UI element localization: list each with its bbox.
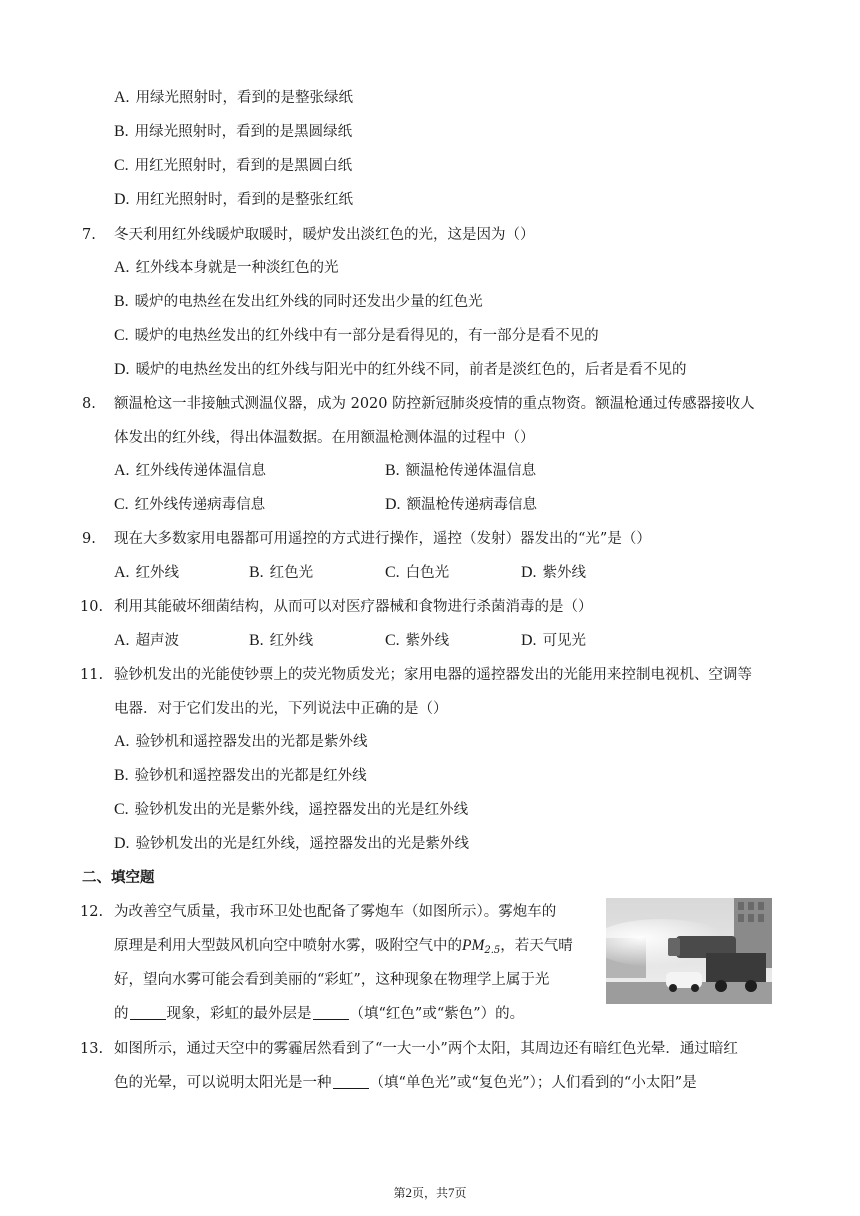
option-text: 超声波	[135, 633, 180, 649]
q8-stem-line1: 额温枪这一非接触式测温仪器，成为 2020 防控新冠肺炎疫情的重点物资。额温枪通过传感器接收人	[114, 396, 755, 412]
option-text: 红外线	[269, 633, 314, 649]
q8-option-c	[114, 495, 265, 515]
option-letter: A.	[114, 733, 130, 750]
q9-option-a	[114, 563, 179, 583]
q6-option-a	[114, 88, 353, 108]
option-text: 紫外线	[542, 565, 587, 581]
q12-line4-text-b: 现象，彩虹的最外层是	[166, 1006, 312, 1022]
option-letter: A.	[114, 89, 130, 106]
option-letter: B.	[114, 293, 129, 310]
q11-option-a	[114, 732, 368, 752]
page-number: 2	[405, 1185, 412, 1200]
option-text: 暖炉的电热丝发出的红外线中有一部分是看得见的，有一部分是看不见的	[134, 328, 599, 344]
option-text: 暖炉的电热丝发出的红外线与阳光中的红外线不同，前者是淡红色的，后者是看不见的	[135, 362, 687, 378]
option-letter: D.	[114, 835, 130, 852]
q10-option-b	[249, 631, 313, 651]
q11-option-b	[114, 766, 367, 786]
footer-post: 页	[454, 1186, 467, 1200]
q9-number: 9.	[82, 531, 96, 547]
pm-subscript: 2.5	[484, 945, 501, 956]
option-letter: C.	[114, 327, 129, 344]
option-letter: D.	[114, 361, 130, 378]
option-letter: A.	[114, 632, 130, 649]
option-letter: D.	[521, 564, 537, 581]
q9-stem: 现在大多数家用电器都可用遥控的方式进行操作，遥控（发射）器发出的“光”是（）	[114, 531, 651, 547]
answer-blank[interactable]	[130, 1005, 166, 1020]
q13-line2	[114, 1073, 697, 1093]
q11-stem-line1: 验钞机发出的光能使钞票上的荧光物质发光；家用电器的遥控器发出的光能用来控制电视机、空调等	[114, 667, 752, 683]
option-text: 用绿光照射时，看到的是整张绿纸	[135, 90, 354, 106]
option-text: 白色光	[405, 565, 450, 581]
option-letter: C.	[385, 632, 400, 649]
q10-number: 10.	[80, 599, 104, 615]
q6-option-d	[114, 190, 353, 210]
option-text: 可见光	[542, 633, 587, 649]
q8-number: 8.	[82, 396, 96, 412]
option-text: 验钞机发出的光是红外线，遥控器发出的光是紫外线	[135, 836, 470, 852]
q8-stem-line2: 体发出的红外线，得出体温数据。在用额温枪测体温的过程中（）	[114, 430, 535, 446]
option-text: 验钞机发出的光是紫外线，遥控器发出的光是红外线	[134, 802, 469, 818]
page-footer	[0, 1184, 860, 1201]
option-letter: C.	[385, 564, 400, 581]
option-letter: C.	[114, 496, 129, 513]
option-letter: A.	[114, 564, 130, 581]
q12-line2	[114, 936, 573, 961]
q9-option-d	[521, 563, 586, 583]
q8-option-d	[385, 495, 537, 515]
q13-line2-text-a: 色的光晕，可以说明太阳光是一种	[114, 1075, 332, 1091]
q11-stem-line2: 电器．对于它们发出的光，下列说法中正确的是（）	[114, 701, 448, 717]
q12-number: 12.	[80, 904, 104, 920]
fog-cannon-truck-photo	[606, 898, 772, 1004]
total-pages: 7	[448, 1185, 455, 1200]
q9-option-b	[249, 563, 313, 583]
option-letter: D.	[385, 496, 401, 513]
option-text: 红外线传递病毒信息	[134, 497, 266, 513]
footer-mid: 页，共	[411, 1186, 448, 1200]
q12-line1: 为改善空气质量，我市环卫处也配备了雾炮车（如图所示）。雾炮车的	[114, 904, 557, 920]
q12-line4-text-a: 的	[114, 1006, 129, 1022]
option-text: 额温枪传递体温信息	[405, 463, 537, 479]
option-letter: A.	[114, 259, 130, 276]
q13-number: 13.	[80, 1041, 104, 1057]
q10-option-a	[114, 631, 179, 651]
option-text: 红外线传递体温信息	[135, 463, 267, 479]
footer-pre: 第	[393, 1186, 406, 1200]
q12-line4	[114, 1004, 524, 1024]
q13-line1: 如图所示，通过天空中的雾霾居然看到了“一大一小”两个太阳，其周边还有暗红色光晕．通过暗红	[114, 1041, 738, 1057]
answer-blank[interactable]	[333, 1074, 369, 1089]
option-text: 用红光照射时，看到的是黑圆白纸	[134, 158, 353, 174]
section-heading: 二、填空题	[82, 869, 155, 886]
q7-option-b	[114, 292, 483, 312]
option-letter: A.	[114, 462, 130, 479]
q11-option-c	[114, 800, 468, 820]
option-letter: D.	[114, 191, 130, 208]
option-text: 红外线	[135, 565, 180, 581]
q9-option-c	[385, 563, 449, 583]
option-letter: D.	[521, 632, 537, 649]
q12-line3: 好，望向水雾可能会看到美丽的“彩虹”，这种现象在物理学上属于光	[114, 972, 550, 988]
option-text: 用绿光照射时，看到的是黑圆绿纸	[134, 124, 353, 140]
q11-option-d	[114, 834, 469, 854]
option-text: 用红光照射时，看到的是整张红纸	[135, 192, 354, 208]
option-text: 暖炉的电热丝在发出红外线的同时还发出少量的红色光	[134, 294, 483, 310]
q7-option-d	[114, 360, 687, 380]
q12-line4-text-c: （填“红色”或“紫色”）的。	[349, 1006, 525, 1022]
q13-line2-text-b: （填“单色光”或“复色光”）；人们看到的“小太阳”是	[369, 1075, 697, 1091]
answer-blank[interactable]	[313, 1005, 349, 1020]
option-text: 验钞机和遥控器发出的光都是紫外线	[135, 734, 368, 750]
q7-option-a	[114, 258, 339, 278]
q8-option-b	[385, 461, 536, 481]
option-letter: B.	[114, 123, 129, 140]
q12-line2-text-b: ，若天气晴	[500, 938, 573, 954]
option-letter: C.	[114, 157, 129, 174]
option-letter: B.	[114, 767, 129, 784]
q11-number: 11.	[80, 667, 104, 683]
q7-number: 7.	[82, 227, 96, 243]
q6-option-c	[114, 156, 352, 176]
option-letter: B.	[385, 462, 400, 479]
option-text: 验钞机和遥控器发出的光都是红外线	[134, 768, 367, 784]
q6-option-b	[114, 122, 352, 142]
q10-option-c	[385, 631, 449, 651]
q12-line2-text-a: 原理是利用大型鼓风机向空中喷射水雾，吸附空气中的	[114, 938, 462, 954]
option-letter: C.	[114, 801, 129, 818]
q10-stem: 利用其能破坏细菌结构，从而可以对医疗器械和食物进行杀菌消毒的是（）	[114, 599, 593, 615]
option-text: 红色光	[269, 565, 314, 581]
option-letter: B.	[249, 632, 264, 649]
option-letter: B.	[249, 564, 264, 581]
pm-symbol: PM	[462, 937, 485, 954]
q7-stem: 冬天利用红外线暖炉取暖时，暖炉发出淡红色的光，这是因为（）	[114, 227, 535, 243]
q7-option-c	[114, 326, 599, 346]
option-text: 紫外线	[405, 633, 450, 649]
option-text: 额温枪传递病毒信息	[406, 497, 538, 513]
option-text: 红外线本身就是一种淡红色的光	[135, 260, 339, 276]
q10-option-d	[521, 631, 586, 651]
q8-option-a	[114, 461, 266, 481]
